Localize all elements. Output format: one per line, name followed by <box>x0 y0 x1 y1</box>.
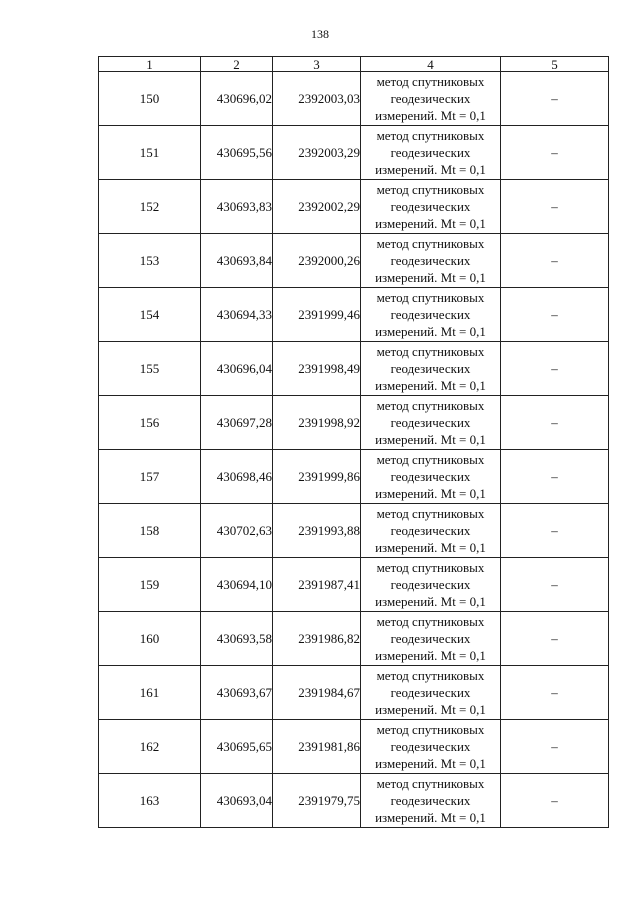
table-row <box>99 774 609 828</box>
method-line: метод спутниковых <box>376 560 485 575</box>
method-cell <box>361 288 501 342</box>
method-line: метод спутниковых <box>376 290 485 305</box>
note-cell: – <box>501 612 609 666</box>
method-line: метод спутниковых <box>376 776 485 791</box>
note-cell: – <box>501 234 609 288</box>
method-line: измерений. Mt = 0,1 <box>375 162 486 177</box>
method-line: метод спутниковых <box>376 128 485 143</box>
method-cell <box>361 180 501 234</box>
method-cell <box>361 720 501 774</box>
note-cell: – <box>501 450 609 504</box>
point-number: 158 <box>99 504 201 558</box>
coord-x: 430693,83 <box>201 180 273 234</box>
point-number: 151 <box>99 126 201 180</box>
note-cell: – <box>501 774 609 828</box>
coord-x: 430695,56 <box>201 126 273 180</box>
method-line: геодезических <box>390 685 471 700</box>
coord-x: 430693,67 <box>201 666 273 720</box>
method-cell <box>361 612 501 666</box>
note-cell: – <box>501 288 609 342</box>
method-line: геодезических <box>390 415 471 430</box>
point-number: 154 <box>99 288 201 342</box>
coord-y: 2392003,03 <box>273 72 361 126</box>
table-row <box>99 396 609 450</box>
method-line: измерений. Mt = 0,1 <box>375 486 486 501</box>
note-cell: – <box>501 504 609 558</box>
method-line: метод спутниковых <box>376 182 485 197</box>
method-line: геодезических <box>390 307 471 322</box>
coord-x: 430696,02 <box>201 72 273 126</box>
coordinates-table <box>98 56 609 828</box>
point-number: 159 <box>99 558 201 612</box>
table-row <box>99 558 609 612</box>
table-row <box>99 72 609 126</box>
method-line: измерений. Mt = 0,1 <box>375 378 486 393</box>
coord-y: 2391987,41 <box>273 558 361 612</box>
note-cell: – <box>501 180 609 234</box>
table-row <box>99 180 609 234</box>
method-line: геодезических <box>390 631 471 646</box>
method-cell <box>361 774 501 828</box>
method-cell <box>361 450 501 504</box>
note-cell: – <box>501 72 609 126</box>
method-line: измерений. Mt = 0,1 <box>375 648 486 663</box>
method-line: метод спутниковых <box>376 614 485 629</box>
method-line: измерений. Mt = 0,1 <box>375 216 486 231</box>
table-row <box>99 234 609 288</box>
method-line: геодезических <box>390 199 471 214</box>
table-row <box>99 342 609 396</box>
method-line: измерений. Mt = 0,1 <box>375 432 486 447</box>
coord-x: 430698,46 <box>201 450 273 504</box>
coord-x: 430694,10 <box>201 558 273 612</box>
method-line: геодезических <box>390 91 471 106</box>
point-number: 161 <box>99 666 201 720</box>
note-cell: – <box>501 126 609 180</box>
coord-y: 2391986,82 <box>273 612 361 666</box>
method-cell <box>361 666 501 720</box>
header-col-5: 5 <box>501 57 609 72</box>
coord-x: 430693,58 <box>201 612 273 666</box>
table-row <box>99 720 609 774</box>
method-cell <box>361 558 501 612</box>
coord-y: 2391981,86 <box>273 720 361 774</box>
method-line: измерений. Mt = 0,1 <box>375 324 486 339</box>
coord-y: 2391984,67 <box>273 666 361 720</box>
note-cell: – <box>501 666 609 720</box>
method-line: метод спутниковых <box>376 668 485 683</box>
coord-y: 2391998,92 <box>273 396 361 450</box>
coord-y: 2392003,29 <box>273 126 361 180</box>
method-cell <box>361 234 501 288</box>
method-line: метод спутниковых <box>376 506 485 521</box>
table-body <box>99 72 609 828</box>
header-col-2: 2 <box>201 57 273 72</box>
method-line: геодезических <box>390 793 471 808</box>
method-line: геодезических <box>390 739 471 754</box>
method-line: геодезических <box>390 145 471 160</box>
point-number: 150 <box>99 72 201 126</box>
header-col-3: 3 <box>273 57 361 72</box>
method-cell <box>361 126 501 180</box>
method-cell <box>361 342 501 396</box>
point-number: 163 <box>99 774 201 828</box>
method-line: геодезических <box>390 469 471 484</box>
coord-x: 430697,28 <box>201 396 273 450</box>
method-line: геодезических <box>390 577 471 592</box>
point-number: 155 <box>99 342 201 396</box>
point-number: 157 <box>99 450 201 504</box>
table-row <box>99 612 609 666</box>
point-number: 160 <box>99 612 201 666</box>
page-number: 138 <box>311 27 329 41</box>
note-cell: – <box>501 396 609 450</box>
method-line: геодезических <box>390 523 471 538</box>
method-line: геодезических <box>390 253 471 268</box>
note-cell: – <box>501 558 609 612</box>
table-row <box>99 450 609 504</box>
method-line: измерений. Mt = 0,1 <box>375 270 486 285</box>
method-line: метод спутниковых <box>376 452 485 467</box>
method-line: метод спутниковых <box>376 74 485 89</box>
header-row <box>99 57 609 72</box>
table-header <box>99 57 609 72</box>
method-line: измерений. Mt = 0,1 <box>375 540 486 555</box>
coord-x: 430696,04 <box>201 342 273 396</box>
table-row <box>99 288 609 342</box>
method-line: геодезических <box>390 361 471 376</box>
coord-x: 430695,65 <box>201 720 273 774</box>
note-cell: – <box>501 342 609 396</box>
method-cell <box>361 396 501 450</box>
method-line: метод спутниковых <box>376 398 485 413</box>
table-row <box>99 666 609 720</box>
method-line: измерений. Mt = 0,1 <box>375 756 486 771</box>
header-col-1: 1 <box>99 57 201 72</box>
method-line: измерений. Mt = 0,1 <box>375 810 486 825</box>
coord-x: 430694,33 <box>201 288 273 342</box>
method-cell <box>361 72 501 126</box>
method-line: метод спутниковых <box>376 344 485 359</box>
method-line: измерений. Mt = 0,1 <box>375 108 486 123</box>
coord-x: 430702,63 <box>201 504 273 558</box>
coord-y: 2392000,26 <box>273 234 361 288</box>
coord-y: 2391999,46 <box>273 288 361 342</box>
method-line: метод спутниковых <box>376 236 485 251</box>
method-line: измерений. Mt = 0,1 <box>375 702 486 717</box>
coord-x: 430693,04 <box>201 774 273 828</box>
table-row <box>99 126 609 180</box>
coord-y: 2391999,86 <box>273 450 361 504</box>
note-cell: – <box>501 720 609 774</box>
coord-x: 430693,84 <box>201 234 273 288</box>
method-cell <box>361 504 501 558</box>
coord-y: 2391979,75 <box>273 774 361 828</box>
method-line: метод спутниковых <box>376 722 485 737</box>
coord-y: 2391998,49 <box>273 342 361 396</box>
point-number: 162 <box>99 720 201 774</box>
point-number: 153 <box>99 234 201 288</box>
method-line: измерений. Mt = 0,1 <box>375 594 486 609</box>
header-col-4: 4 <box>361 57 501 72</box>
point-number: 156 <box>99 396 201 450</box>
coord-y: 2392002,29 <box>273 180 361 234</box>
coord-y: 2391993,88 <box>273 504 361 558</box>
point-number: 152 <box>99 180 201 234</box>
table-row <box>99 504 609 558</box>
